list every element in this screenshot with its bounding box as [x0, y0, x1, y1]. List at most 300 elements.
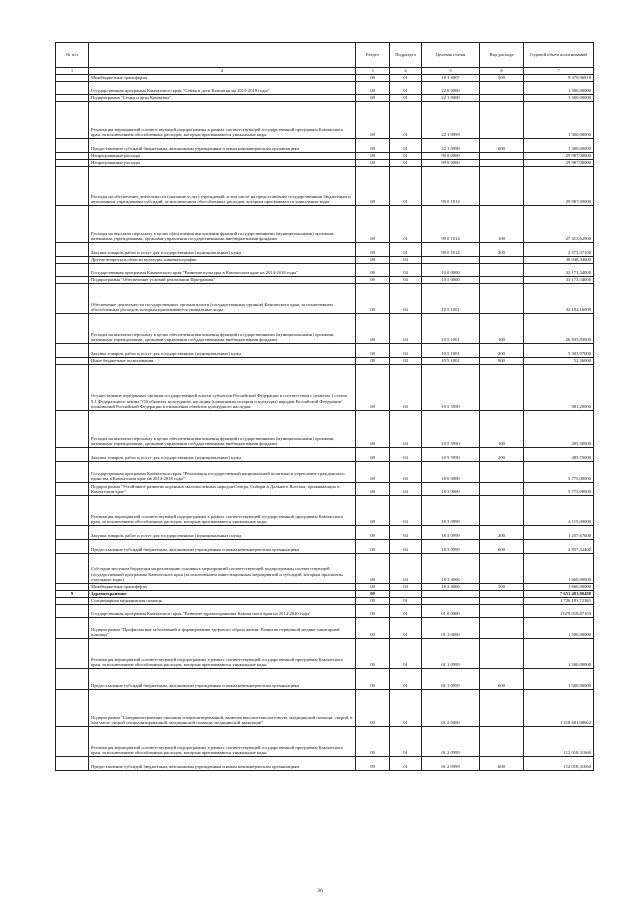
table-row	[56, 591, 594, 598]
row-type: 200	[480, 243, 524, 257]
row-subsection: 04	[390, 277, 422, 284]
row-name: Реализация мероприятий соответствующей подпрограммы в рамках соответствующей государственной программы Камчатского края, за исключением обособленных расходов, которым присваиваются уникальные коды	[89, 496, 356, 526]
row-section: 08	[356, 540, 390, 554]
row-subsection: 01	[390, 153, 422, 160]
row-name: Здравоохранение	[89, 591, 356, 598]
row-amount: 1 300,00000	[524, 95, 594, 102]
row-subsection: 01	[390, 167, 422, 206]
row-number	[56, 462, 89, 483]
row-name: Стационарная медицинская помощь	[89, 598, 356, 605]
row-name: Расходы на выплаты персоналу в целях обеспечения выполнения функций государственными (муниципальными) органами, казенными учреждениями, органами управления государственными внебюджетными фондами	[89, 314, 356, 344]
row-type: 600	[480, 757, 524, 771]
row-name: Подпрограмма "Устойчивое развитие коренных малочисленных народов Севера, Сибири и Дальнего Востока, проживающих в Камчатском крае"	[89, 483, 356, 496]
row-type	[480, 102, 524, 139]
row-name: Предоставление субсидий бюджетным, автономным учреждениям и иным некоммерческим организациям	[89, 669, 356, 690]
row-subsection: 04	[390, 314, 422, 344]
row-number	[56, 526, 89, 540]
row-amount: 1 500,00000	[524, 639, 594, 669]
row-type	[480, 598, 524, 605]
row-subsection: 01	[390, 669, 422, 690]
column-number: 7	[524, 68, 594, 75]
row-name: Подпрограмма "Совершенствование оказания специализированной, включая высокотехнологичную, медицинской помощи, скорой, в том числе скорой специализированной, медицинской помощи, медицинской эвакуации"	[89, 690, 356, 727]
row-number	[56, 598, 89, 605]
header-target: Целевая статья	[422, 43, 480, 68]
row-number	[56, 277, 89, 284]
row-subsection: 04	[390, 526, 422, 540]
row-type	[480, 167, 524, 206]
row-number	[56, 411, 89, 448]
row-amount: 2 857,32400	[524, 540, 594, 554]
row-subsection: 01	[390, 75, 422, 82]
row-number	[56, 496, 89, 526]
row-target: 22 1 0999	[422, 102, 480, 139]
row-name: Расходы на выплаты персоналу в целях обеспечения выполнения функций государственными (муниципальными) органами, казенными учреждениями, органами управления государственными внебюджетными фондами	[89, 206, 356, 243]
row-type: 800	[480, 358, 524, 365]
row-section: 08	[356, 243, 390, 257]
row-amount: 1 679 018,87103	[524, 605, 594, 618]
row-subsection: 01	[390, 139, 422, 153]
row-name: Расходы на выплаты персоналу в целях обеспечения выполнения функций государственными (муниципальными) органами, казенными учреждениями, органами управления государственными внебюджетными фондами	[89, 411, 356, 448]
row-target: 99 0 0000	[422, 153, 480, 160]
row-amount: 29 987,00000	[524, 167, 594, 206]
row-section: 08	[356, 167, 390, 206]
row-number	[56, 139, 89, 153]
row-type	[480, 153, 524, 160]
row-type: 600	[480, 139, 524, 153]
row-target: 01 2 0000	[422, 690, 480, 727]
row-type: 200	[480, 526, 524, 540]
row-section: 08	[356, 358, 390, 365]
header-section: Раздел	[356, 43, 390, 68]
row-target: 99 0 1014	[422, 206, 480, 243]
row-subsection: 01	[390, 639, 422, 669]
row-name: Реализация мероприятий соответствующей подпрограммы в рамках соответствующей государственной программы Камчатского края, за исключением обособленных расходов, которым присваиваются уникальные коды	[89, 727, 356, 757]
table-row	[56, 102, 594, 139]
row-section: 08	[356, 314, 390, 344]
row-section: 08	[356, 277, 390, 284]
table-row	[56, 639, 594, 669]
row-type	[480, 82, 524, 95]
row-subsection: 04	[390, 358, 422, 365]
row-subsection: 01	[390, 243, 422, 257]
row-amount: 1 257,67600	[524, 526, 594, 540]
row-name: Реализация мероприятий соответствующей подпрограммы в рамках соответствующей государственной программы Камчатского края, за исключением обособленных расходов, которым присваиваются уникальные коды	[89, 639, 356, 669]
row-amount: 981,20000	[524, 365, 594, 411]
row-name: Закупка товаров, работ и услуг для государственных (муниципальных) нужд	[89, 448, 356, 462]
row-type	[480, 277, 524, 284]
row-subsection: 04	[390, 448, 422, 462]
row-type	[480, 639, 524, 669]
row-name: Межбюджетные трансферты	[89, 584, 356, 591]
row-target	[422, 598, 480, 605]
row-amount: 33 173,34000	[524, 264, 594, 277]
table-row	[56, 344, 594, 358]
row-number	[56, 618, 89, 639]
row-subsection: 04	[390, 264, 422, 277]
row-number	[56, 314, 89, 344]
row-target: 01 2 0999	[422, 727, 480, 757]
document-page	[55, 42, 593, 771]
row-type	[480, 365, 524, 411]
row-number	[56, 95, 89, 102]
table-row	[56, 690, 594, 727]
row-name: Обеспечение деятельности государственных органов власти (государственных органов) Камчатского края, за исключением обособленных расходов, которым присваиваются уникальные коды	[89, 284, 356, 314]
row-section: 08	[356, 160, 390, 167]
row-type	[480, 605, 524, 618]
row-type	[480, 95, 524, 102]
row-target: 10 5 5950	[422, 365, 480, 411]
row-section: 08	[356, 102, 390, 139]
row-target: 22 0 0000	[422, 82, 480, 95]
row-amount: 1 500,00000	[524, 669, 594, 690]
row-section: 08	[356, 344, 390, 358]
row-name: Государственная программа Камчатского края "Развитие культуры в Камчатском крае на 2014-2018 годы"	[89, 264, 356, 277]
row-target: 18 3 0999	[422, 526, 480, 540]
row-subsection: 01	[390, 82, 422, 95]
row-amount: 112 018,31660	[524, 727, 594, 757]
row-subsection: 01	[390, 102, 422, 139]
row-name: Межбюджетные трансферты	[89, 75, 356, 82]
row-target: 18 3 0999	[422, 540, 480, 554]
row-target	[422, 591, 480, 598]
row-name: Государственная программа Камчатского края "Развитие здравоохранения Камчатского края на 2014-2020 годы"	[89, 605, 356, 618]
row-target: 10 5 0000	[422, 277, 480, 284]
row-subsection: 01	[390, 727, 422, 757]
row-target: 10 5 1001	[422, 358, 480, 365]
row-name: Закупка товаров, работ и услуг для государственных (муниципальных) нужд	[89, 344, 356, 358]
row-amount: 4 115,00000	[524, 496, 594, 526]
row-target: 99 0 0000	[422, 160, 480, 167]
row-name: Иные бюджетные ассигнования	[89, 358, 356, 365]
table-row	[56, 598, 594, 605]
row-section: 08	[356, 448, 390, 462]
header-type: Вид расхода	[480, 43, 524, 68]
row-amount: 27 413,62900	[524, 206, 594, 243]
row-section: 09	[356, 669, 390, 690]
row-number	[56, 344, 89, 358]
table-row	[56, 284, 594, 314]
row-subsection: 04	[390, 411, 422, 448]
row-target: 18 3 0000	[422, 483, 480, 496]
row-amount: 1 300,00000	[524, 102, 594, 139]
row-amount: 5 775,00000	[524, 462, 594, 483]
column-number: 4	[390, 68, 422, 75]
row-section: 08	[356, 257, 390, 264]
table-row	[56, 605, 594, 618]
row-section: 09	[356, 598, 390, 605]
row-section: 09	[356, 757, 390, 771]
column-number: 5	[422, 68, 480, 75]
table-row	[56, 411, 594, 448]
row-amount: 1 300,00000	[524, 139, 594, 153]
row-section: 08	[356, 462, 390, 483]
row-number	[56, 257, 89, 264]
row-name: Осуществление переданных органам государственной власти субъектов Российской Федерации в соответствии с пунктом 1 статьи 9.1 Федерального закона "Об объектах культурного наследия (памятниках истории и культуры) народов Российской Федерации" полномочий Российской Федерации в отношении объектов культурного наследия	[89, 365, 356, 411]
row-amount: 5 775,00000	[524, 483, 594, 496]
row-amount: 7 651 481,80488	[524, 591, 594, 598]
row-subsection: 01	[390, 160, 422, 167]
table-row	[56, 462, 594, 483]
row-name: Государственная программа Камчатского края "Реализация государственной национальной политики и укрепление гражданского единства в Камчатском крае на 2014-2018 годы"	[89, 462, 356, 483]
row-name: Предоставление субсидий бюджетным, автономным учреждениям и иным некоммерческим организациям	[89, 540, 356, 554]
row-number	[56, 669, 89, 690]
row-number	[56, 102, 89, 139]
column-number-row	[56, 68, 594, 75]
row-name: Непрограммные расходы	[89, 153, 356, 160]
row-amount: 1 500,00000	[524, 618, 594, 639]
row-section: 08	[356, 153, 390, 160]
row-section: 08	[356, 264, 390, 277]
column-number: 3	[356, 68, 390, 75]
row-type	[480, 554, 524, 584]
row-section: 08	[356, 554, 390, 584]
row-type: 600	[480, 669, 524, 690]
row-type	[480, 264, 524, 277]
row-section: 08	[356, 365, 390, 411]
row-number	[56, 160, 89, 167]
row-type: 600	[480, 540, 524, 554]
row-type: 100	[480, 314, 524, 344]
row-number	[56, 727, 89, 757]
row-number	[56, 540, 89, 554]
row-section: 09	[356, 690, 390, 727]
row-number	[56, 554, 89, 584]
row-name: Другие вопросы в области культуры, кинематографии	[89, 257, 356, 264]
row-amount: 112 018,31660	[524, 757, 594, 771]
table-row	[56, 206, 594, 243]
row-section: 08	[356, 284, 390, 314]
row-subsection: 04	[390, 483, 422, 496]
row-name: Закупка товаров, работ и услуг для государственных (муниципальных) нужд	[89, 526, 356, 540]
header-row	[56, 43, 594, 68]
row-amount: 495,50000	[524, 411, 594, 448]
row-target: 01 1 0999	[422, 639, 480, 669]
row-type: 200	[480, 448, 524, 462]
table-row	[56, 618, 594, 639]
row-subsection: 01	[390, 95, 422, 102]
row-type	[480, 160, 524, 167]
table-row	[56, 540, 594, 554]
row-type	[480, 727, 524, 757]
row-subsection: 01	[390, 757, 422, 771]
row-target: 18 3 0999	[422, 496, 480, 526]
row-target: 18 3 4007	[422, 75, 480, 82]
row-number	[56, 448, 89, 462]
row-subsection: 04	[390, 365, 422, 411]
row-subsection: 04	[390, 257, 422, 264]
row-subsection: 04	[390, 344, 422, 358]
row-name: Подпрограмма "Обеспечение условий реализации Программы"	[89, 277, 356, 284]
row-section: 09	[356, 639, 390, 669]
row-target: 99 0 1014	[422, 243, 480, 257]
budget-table	[55, 42, 594, 771]
table-body	[56, 75, 594, 771]
header-name	[89, 43, 356, 68]
row-type	[480, 618, 524, 639]
row-name: Закупка товаров, работ и услуг для государственных (муниципальных) нужд	[89, 243, 356, 257]
row-amount: 9 379,96818	[524, 75, 594, 82]
row-name: Субсидии местным бюджетам на реализацию основных мероприятий соответствующей подпрограммы соответствующей государственной программы Камчатского края (за исключением инвестиционных мероприятий и субсидий, которым присвоены отдельные коды)	[89, 554, 356, 584]
header-amount: Годовой объем ассигнований	[524, 43, 594, 68]
row-number: 9	[56, 591, 89, 598]
row-amount: 1 660,00000	[524, 584, 594, 591]
row-number	[56, 167, 89, 206]
row-number	[56, 75, 89, 82]
row-subsection: 04	[390, 540, 422, 554]
table-row	[56, 314, 594, 344]
row-section: 08	[356, 411, 390, 448]
row-subsection: 04	[390, 284, 422, 314]
row-number	[56, 358, 89, 365]
row-amount: 5 303,97000	[524, 344, 594, 358]
page-number: 36	[317, 888, 323, 894]
table-row	[56, 82, 594, 95]
row-number	[56, 605, 89, 618]
row-target: 18 0 0000	[422, 462, 480, 483]
row-amount: 485,70000	[524, 448, 594, 462]
row-section: 09	[356, 618, 390, 639]
row-type	[480, 284, 524, 314]
row-target: 10 5 1001	[422, 314, 480, 344]
row-section: 08	[356, 75, 390, 82]
row-section: 08	[356, 483, 390, 496]
row-amount: 1 300,00000	[524, 82, 594, 95]
row-name: Непрограммные расходы	[89, 160, 356, 167]
row-amount: 26 835,83000	[524, 314, 594, 344]
table-row	[56, 153, 594, 160]
row-subsection: 01	[390, 206, 422, 243]
row-subsection: 04	[390, 584, 422, 591]
column-number: 1	[56, 68, 89, 75]
row-type	[480, 591, 524, 598]
table-row	[56, 243, 594, 257]
row-section: 09	[356, 591, 390, 598]
row-subsection: 01	[390, 605, 422, 618]
row-section: 08	[356, 206, 390, 243]
row-number	[56, 483, 89, 496]
header-subsection: Подраздел	[390, 43, 422, 68]
table-row	[56, 448, 594, 462]
row-type	[480, 483, 524, 496]
row-target: 10 5 1001	[422, 284, 480, 314]
row-type: 100	[480, 411, 524, 448]
table-row	[56, 257, 594, 264]
table-row	[56, 167, 594, 206]
row-target: 01 2 0999	[422, 757, 480, 771]
row-amount: 32 192,16000	[524, 284, 594, 314]
row-subsection: 04	[390, 462, 422, 483]
row-target: 22 1 0999	[422, 139, 480, 153]
table-row	[56, 757, 594, 771]
row-subsection: 04	[390, 554, 422, 584]
row-section: 08	[356, 95, 390, 102]
row-number	[56, 153, 89, 160]
row-subsection: 01	[390, 598, 422, 605]
row-type: 200	[480, 344, 524, 358]
row-name: Предоставление субсидий бюджетным, автономным учреждениям и иным некоммерческим организациям	[89, 139, 356, 153]
row-section: 08	[356, 584, 390, 591]
row-section: 09	[356, 727, 390, 757]
row-number	[56, 757, 89, 771]
row-type	[480, 496, 524, 526]
row-number	[56, 82, 89, 95]
row-type	[480, 690, 524, 727]
table-row	[56, 526, 594, 540]
table-row	[56, 160, 594, 167]
row-number	[56, 284, 89, 314]
row-amount: 33 173,34000	[524, 277, 594, 284]
row-type: 100	[480, 206, 524, 243]
row-name: Подпрограмма "Семья и дети Камчатки"	[89, 95, 356, 102]
table-row	[56, 584, 594, 591]
row-section: 08	[356, 496, 390, 526]
row-subsection: 04	[390, 496, 422, 526]
row-amount: 29 987,00000	[524, 153, 594, 160]
row-amount: 1 218 601,08662	[524, 690, 594, 727]
row-amount: 38 948,34000	[524, 257, 594, 264]
row-number	[56, 639, 89, 669]
header-num: № п/п	[56, 43, 89, 68]
row-target: 10 5 5950	[422, 411, 480, 448]
row-section: 08	[356, 139, 390, 153]
row-target: 10 5 1001	[422, 344, 480, 358]
table-row	[56, 496, 594, 526]
row-target: 18 3 4006	[422, 554, 480, 584]
row-amount: 2 573,37100	[524, 243, 594, 257]
row-subsection: 01	[390, 690, 422, 727]
row-type: 500	[480, 75, 524, 82]
row-number	[56, 243, 89, 257]
table-row	[56, 264, 594, 277]
table-row	[56, 75, 594, 82]
row-target: 10 5 5950	[422, 448, 480, 462]
row-section: 08	[356, 82, 390, 95]
row-target: 01 0 0000	[422, 605, 480, 618]
table-row	[56, 277, 594, 284]
row-name: Предоставление субсидий бюджетным, автономным учреждениям и иным некоммерческим организациям	[89, 757, 356, 771]
row-name: Подпрограмма "Профилактика заболеваний и формирование здорового образа жизни. Развитие первичной медико-санитарной помощи"	[89, 618, 356, 639]
table-row	[56, 554, 594, 584]
row-section: 08	[356, 526, 390, 540]
row-target: 10 0 0000	[422, 264, 480, 277]
row-type: 500	[480, 584, 524, 591]
row-number	[56, 584, 89, 591]
row-target: 18 3 4006	[422, 584, 480, 591]
row-section: 09	[356, 605, 390, 618]
row-number	[56, 206, 89, 243]
table-row	[56, 365, 594, 411]
table-row	[56, 727, 594, 757]
row-target: 99 0 1014	[422, 167, 480, 206]
row-name: Государственная программа Камчатского края "Семья и дети Камчатки на 2015-2018 годы"	[89, 82, 356, 95]
table-row	[56, 669, 594, 690]
column-number: 6	[480, 68, 524, 75]
row-target: 01 1 0999	[422, 669, 480, 690]
row-name: Реализация мероприятий соответствующей подпрограммы в рамках соответствующей государственной программы Камчатского края, за исключением обособленных расходов, которым присваиваются уникальные коды	[89, 102, 356, 139]
table-row	[56, 483, 594, 496]
row-subsection	[390, 591, 422, 598]
row-subsection: 01	[390, 618, 422, 639]
row-target: 01 1 0000	[422, 618, 480, 639]
row-type	[480, 462, 524, 483]
row-amount: 52,36000	[524, 358, 594, 365]
row-amount: 1 660,00000	[524, 554, 594, 584]
column-number: 2	[89, 68, 356, 75]
table-row	[56, 358, 594, 365]
row-amount: 29 987,00000	[524, 160, 594, 167]
row-type	[480, 257, 524, 264]
row-number	[56, 690, 89, 727]
